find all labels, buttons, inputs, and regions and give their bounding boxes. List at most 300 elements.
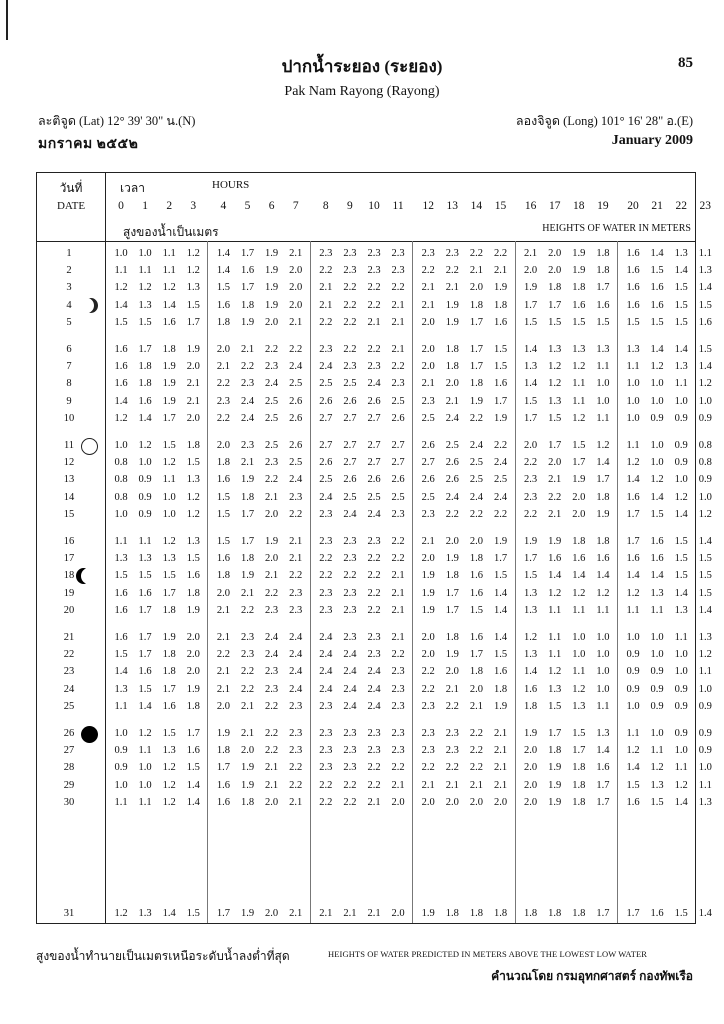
height-cell: 1.3 (698, 632, 712, 643)
height-cell: 2.3 (240, 440, 255, 451)
height-cell: 1.7 (572, 457, 586, 469)
height-cell: 2.7 (391, 440, 405, 451)
height-cell: 1.3 (674, 361, 688, 373)
height-cell: 2.1 (391, 604, 405, 616)
height-cell: 2.0 (240, 745, 255, 757)
height-cell: 2.4 (445, 491, 459, 503)
height-cell: 1.7 (138, 632, 152, 643)
height-cell: 2.5 (289, 378, 303, 390)
height-cell: 2.1 (289, 796, 303, 808)
height-cell: 1.4 (114, 395, 128, 407)
height-cell: 1.8 (216, 457, 230, 469)
height-cell: 1.4 (698, 282, 712, 294)
height-cell: 1.8 (138, 361, 152, 373)
height-cell: 1.2 (114, 908, 128, 919)
height-cell: 2.1 (421, 378, 435, 390)
height-cell: 2.2 (319, 779, 333, 791)
height-cell: 1.4 (674, 344, 688, 355)
height-cell: 1.8 (572, 779, 586, 791)
height-cell: 2.0 (445, 796, 459, 808)
height-cell: 2.5 (421, 412, 435, 424)
height-cell: 1.1 (572, 666, 586, 678)
height-cell: 1.4 (674, 265, 688, 277)
height-cell: 2.1 (265, 491, 279, 503)
table-row (37, 604, 712, 621)
height-cell: 2.1 (367, 908, 381, 919)
height-cell: 1.2 (186, 491, 200, 503)
height-cell: 1.6 (493, 378, 508, 390)
height-cell: 2.7 (391, 457, 405, 469)
height-cell: 2.7 (367, 440, 381, 451)
table-row (37, 779, 712, 796)
date-cell: 6 (66, 344, 72, 355)
height-cell: 1.7 (445, 587, 459, 599)
height-cell: 2.2 (524, 508, 538, 520)
month-english: January 2009 (611, 133, 693, 148)
height-cell: 2.6 (319, 457, 333, 469)
last-quarter-icon (81, 568, 96, 584)
height-cell: 1.4 (493, 587, 508, 599)
height-cell: 1.8 (138, 378, 152, 390)
height-cell: 2.6 (421, 474, 435, 486)
height-cell: 2.6 (319, 395, 333, 407)
height-cell: 2.0 (548, 457, 562, 469)
height-cell: 1.9 (421, 604, 435, 616)
date-cell: 27 (63, 745, 75, 757)
height-cell: 1.5 (650, 316, 664, 328)
height-cell: 2.0 (469, 536, 483, 547)
height-cell: 1.1 (138, 265, 152, 277)
height-cell: 1.4 (626, 474, 640, 486)
height-cell: 1.9 (421, 587, 435, 599)
height-cell: 1.8 (240, 796, 255, 808)
height-cell: 1.6 (626, 299, 640, 311)
height-cell: 1.1 (650, 604, 664, 616)
height-cell: 2.2 (367, 299, 381, 311)
height-cell: 1.0 (596, 649, 610, 661)
height-cell: 1.3 (524, 604, 538, 616)
height-cell: 2.1 (216, 666, 230, 678)
heights-header-thai: สูงของน้ำเป็นเมตร (123, 225, 219, 239)
height-cell: 2.2 (367, 604, 381, 616)
height-cell: 2.2 (367, 553, 381, 565)
height-cell: 1.9 (240, 316, 255, 328)
height-cell: 2.1 (367, 316, 381, 328)
height-cell: 1.3 (650, 779, 664, 791)
height-cell: 1.6 (626, 491, 640, 503)
height-cell: 1.3 (626, 344, 640, 355)
height-cell: 2.1 (240, 457, 255, 469)
height-cell: 2.3 (391, 745, 405, 757)
height-cell: 1.4 (548, 570, 562, 582)
height-cell: 1.8 (572, 282, 586, 294)
height-cell: 2.1 (421, 779, 435, 791)
height-cell: 1.6 (114, 378, 128, 390)
height-cell: 2.5 (289, 457, 303, 469)
table-header (37, 173, 712, 242)
height-cell: 2.0 (524, 796, 538, 808)
height-cell: 1.4 (138, 412, 152, 424)
height-cell: 2.0 (421, 796, 435, 808)
height-cell: 2.3 (265, 604, 279, 616)
height-cell: 1.4 (698, 908, 712, 919)
height-cell: 1.9 (186, 683, 200, 695)
date-cell: 8 (66, 378, 72, 390)
height-cell: 2.0 (289, 299, 303, 311)
height-cell: 2.3 (421, 508, 435, 520)
height-cell: 1.9 (186, 604, 200, 616)
height-cell: 1.6 (216, 796, 230, 808)
height-cell: 1.2 (548, 587, 562, 599)
height-cell: 2.7 (367, 412, 381, 424)
height-cell: 1.0 (674, 474, 688, 486)
hour-label: 20 (627, 200, 639, 212)
height-cell: 1.4 (524, 666, 538, 678)
height-cell: 2.1 (391, 570, 405, 582)
height-cell: 1.0 (138, 762, 152, 774)
height-cell: 1.8 (572, 796, 586, 808)
height-cell: 2.2 (216, 649, 230, 661)
height-cell: 2.0 (216, 700, 230, 712)
height-cell: 2.1 (493, 265, 508, 277)
height-cell: 2.4 (493, 457, 508, 469)
height-cell: 2.0 (524, 265, 538, 277)
height-cell: 2.1 (469, 779, 483, 791)
height-cell: 1.9 (469, 395, 483, 407)
height-cell: 2.4 (493, 491, 508, 503)
height-cell: 1.8 (445, 908, 459, 919)
height-cell: 2.7 (319, 412, 333, 424)
hours-header: HOURS (212, 179, 250, 191)
longitude-label: ลองจิจูด (Long) 101° 16' 28" อ.(E) (515, 114, 693, 128)
height-cell: 0.9 (626, 683, 640, 695)
height-cell: 1.3 (698, 796, 712, 808)
table-row (37, 377, 712, 394)
height-cell: 2.4 (343, 700, 357, 712)
height-cell: 1.1 (650, 745, 664, 757)
height-cell: 1.6 (216, 299, 230, 311)
height-cell: 1.2 (162, 457, 176, 469)
height-cell: 1.2 (572, 361, 586, 373)
height-cell: 1.7 (162, 412, 176, 424)
height-cell: 1.6 (114, 632, 128, 643)
height-cell: 1.4 (572, 570, 586, 582)
station-title-english: Pak Nam Rayong (Rayong) (284, 84, 440, 99)
height-cell: 2.3 (265, 457, 279, 469)
height-cell: 1.7 (548, 299, 562, 311)
height-cell: 2.4 (289, 632, 303, 643)
hour-block-divider (617, 241, 618, 923)
date-cell: 18 (63, 570, 75, 582)
height-cell: 1.5 (572, 728, 586, 739)
height-cell: 2.1 (289, 316, 303, 328)
height-cell: 1.9 (524, 728, 538, 739)
height-cell: 2.6 (445, 474, 459, 486)
date-cell: 13 (63, 474, 75, 486)
height-cell: 2.2 (367, 779, 381, 791)
height-cell: 1.3 (674, 604, 688, 616)
height-cell: 1.3 (524, 587, 538, 599)
table-row (37, 683, 712, 700)
height-cell: 1.6 (626, 265, 640, 277)
height-cell: 2.3 (343, 604, 357, 616)
date-cell: 14 (63, 491, 75, 503)
height-cell: 1.5 (114, 649, 128, 661)
height-cell: 0.9 (138, 474, 152, 486)
height-cell: 2.4 (367, 378, 381, 390)
height-cell: 1.0 (138, 779, 152, 791)
height-cell: 2.0 (265, 508, 279, 520)
table-row (37, 907, 712, 924)
height-cell: 2.2 (421, 265, 435, 277)
height-cell: 1.2 (626, 457, 640, 469)
height-cell: 2.6 (367, 395, 381, 407)
date-cell: 5 (66, 316, 72, 328)
hour-label: 12 (422, 200, 434, 212)
table-row (37, 665, 712, 682)
height-cell: 1.6 (469, 570, 483, 582)
height-cell: 1.7 (548, 440, 562, 451)
height-cell: 2.2 (421, 762, 435, 774)
height-cell: 2.0 (572, 508, 586, 520)
height-cell: 2.1 (216, 683, 230, 695)
height-cell: 1.4 (524, 344, 538, 355)
height-cell: 1.5 (186, 762, 200, 774)
height-cell: 1.6 (216, 779, 230, 791)
height-cell: 2.4 (319, 491, 333, 503)
height-cell: 2.3 (240, 649, 255, 661)
height-cell: 0.9 (698, 745, 712, 757)
height-cell: 2.1 (216, 632, 230, 643)
height-cell: 1.9 (162, 395, 176, 407)
height-cell: 1.7 (596, 474, 610, 486)
height-cell: 1.1 (162, 248, 176, 259)
height-cell: 1.3 (596, 344, 610, 355)
height-cell: 1.9 (186, 344, 200, 355)
height-cell: 2.7 (319, 440, 333, 451)
height-cell: 0.9 (626, 666, 640, 678)
height-cell: 1.7 (469, 649, 483, 661)
height-cell: 2.0 (572, 491, 586, 503)
month-thai: มกราคม ๒๕๕๒ (38, 137, 139, 152)
height-cell: 1.3 (114, 683, 128, 695)
height-cell: 1.2 (162, 796, 176, 808)
date-cell: 20 (63, 604, 75, 616)
height-cell: 1.2 (650, 361, 664, 373)
height-cell: 1.4 (186, 779, 200, 791)
height-cell: 1.5 (114, 570, 128, 582)
height-cell: 1.4 (216, 265, 230, 277)
date-header-english: DATE (56, 200, 86, 212)
height-cell: 1.5 (548, 412, 562, 424)
height-cell: 2.1 (421, 536, 435, 547)
height-cell: 2.4 (343, 508, 357, 520)
height-cell: 2.0 (445, 378, 459, 390)
height-cell: 1.8 (524, 908, 538, 919)
date-cell: 21 (63, 632, 75, 643)
date-cell: 28 (63, 762, 75, 774)
height-cell: 2.0 (421, 361, 435, 373)
table-row (37, 281, 712, 298)
height-cell: 1.8 (240, 553, 255, 565)
height-cell: 2.0 (548, 248, 562, 259)
height-cell: 1.3 (698, 265, 712, 277)
height-cell: 2.5 (343, 378, 357, 390)
height-cell: 0.9 (650, 700, 664, 712)
height-cell: 0.8 (114, 457, 128, 469)
height-cell: 1.5 (674, 908, 688, 919)
height-cell: 1.2 (186, 265, 200, 277)
height-cell: 0.9 (674, 728, 688, 739)
table-row (37, 761, 712, 778)
height-cell: 1.6 (469, 632, 483, 643)
hour-label: 2 (166, 200, 173, 212)
height-cell: 2.5 (265, 395, 279, 407)
height-cell: 2.3 (343, 361, 357, 373)
height-cell: 2.3 (367, 265, 381, 277)
height-cell: 2.5 (343, 491, 357, 503)
height-cell: 1.7 (493, 395, 508, 407)
height-cell: 2.1 (391, 344, 405, 355)
height-cell: 2.2 (216, 412, 230, 424)
height-cell: 2.3 (289, 728, 303, 739)
height-cell: 1.0 (162, 508, 176, 520)
height-cell: 0.8 (698, 457, 712, 469)
date-cell: 7 (66, 361, 72, 373)
date-cell: 24 (63, 683, 75, 695)
height-cell: 2.6 (289, 412, 303, 424)
height-cell: 1.6 (162, 700, 176, 712)
height-cell: 2.4 (289, 666, 303, 678)
height-cell: 1.1 (596, 604, 610, 616)
table-row (37, 631, 712, 648)
height-cell: 2.1 (469, 700, 483, 712)
height-cell: 2.4 (343, 649, 357, 661)
height-cell: 1.5 (524, 570, 538, 582)
height-cell: 2.1 (391, 632, 405, 643)
height-cell: 2.2 (343, 344, 357, 355)
height-cell: 1.9 (265, 536, 279, 547)
height-cell: 2.2 (265, 728, 279, 739)
height-cell: 2.2 (391, 762, 405, 774)
height-cell: 2.4 (367, 508, 381, 520)
height-cell: 2.2 (343, 796, 357, 808)
hour-label: 1 (142, 200, 148, 212)
height-cell: 1.6 (524, 683, 538, 695)
height-cell: 1.0 (650, 395, 664, 407)
date-cell: 29 (63, 779, 75, 791)
height-cell: 2.3 (391, 508, 405, 520)
height-cell: 1.7 (548, 728, 562, 739)
height-cell: 0.9 (650, 666, 664, 678)
height-cell: 1.1 (674, 762, 688, 774)
height-cell: 1.5 (186, 299, 200, 311)
height-cell: 2.2 (391, 361, 405, 373)
height-cell: 1.3 (524, 649, 538, 661)
table-row (37, 264, 712, 281)
height-cell: 2.1 (391, 779, 405, 791)
height-cell: 2.2 (319, 265, 333, 277)
height-cell: 1.2 (138, 282, 152, 294)
height-cell: 1.5 (698, 570, 712, 582)
height-cell: 1.0 (572, 649, 586, 661)
height-cell: 1.0 (596, 666, 610, 678)
table-row (37, 299, 712, 316)
height-cell: 1.6 (626, 553, 640, 565)
height-cell: 2.2 (367, 587, 381, 599)
height-cell: 1.5 (493, 649, 508, 661)
height-cell: 2.4 (445, 412, 459, 424)
height-cell: 2.0 (421, 649, 435, 661)
height-cell: 1.4 (674, 508, 688, 520)
height-cell: 2.2 (240, 683, 255, 695)
height-cell: 0.8 (698, 440, 712, 451)
height-cell: 2.3 (343, 553, 357, 565)
date-cell: 11 (63, 440, 75, 451)
height-cell: 2.5 (367, 491, 381, 503)
height-cell: 2.5 (469, 474, 483, 486)
height-cell: 2.2 (289, 344, 303, 355)
height-cell: 1.8 (524, 700, 538, 712)
height-cell: 2.3 (319, 536, 333, 547)
table-row (37, 796, 712, 813)
height-cell: 1.3 (138, 553, 152, 565)
height-cell: 1.7 (572, 745, 586, 757)
height-cell: 2.4 (289, 361, 303, 373)
height-cell: 1.0 (650, 378, 664, 390)
hour-label: 19 (597, 200, 609, 212)
height-cell: 1.7 (240, 508, 255, 520)
height-cell: 2.2 (391, 553, 405, 565)
height-cell: 1.6 (138, 666, 152, 678)
height-cell: 1.9 (240, 762, 255, 774)
height-cell: 1.2 (650, 762, 664, 774)
height-cell: 1.8 (596, 265, 610, 277)
height-cell: 2.3 (343, 536, 357, 547)
height-cell: 1.4 (698, 604, 712, 616)
height-cell: 2.7 (343, 440, 357, 451)
height-cell: 2.3 (343, 762, 357, 774)
height-cell: 2.1 (469, 265, 483, 277)
height-cell: 1.0 (698, 491, 712, 503)
height-cell: 1.1 (114, 700, 128, 712)
height-cell: 1.3 (548, 395, 562, 407)
height-cell: 2.0 (524, 779, 538, 791)
height-cell: 2.2 (343, 570, 357, 582)
height-cell: 1.9 (445, 649, 459, 661)
height-cell: 1.8 (548, 745, 562, 757)
height-cell: 1.5 (596, 316, 610, 328)
height-cell: 2.3 (391, 265, 405, 277)
height-cell: 2.3 (319, 508, 333, 520)
height-cell: 2.3 (524, 491, 538, 503)
height-cell: 1.6 (572, 299, 586, 311)
height-cell: 1.3 (162, 745, 176, 757)
height-cell: 1.7 (626, 908, 640, 919)
new-moon-icon (81, 726, 98, 743)
height-cell: 2.1 (391, 299, 405, 311)
height-cell: 1.1 (548, 649, 562, 661)
height-cell: 1.8 (162, 604, 176, 616)
height-cell: 1.2 (548, 378, 562, 390)
height-cell: 2.2 (421, 683, 435, 695)
height-cell: 1.8 (445, 570, 459, 582)
height-cell: 2.1 (343, 908, 357, 919)
height-cell: 2.2 (240, 604, 255, 616)
height-cell: 1.6 (650, 299, 664, 311)
height-cell: 1.3 (186, 536, 200, 547)
height-cell: 1.3 (674, 248, 688, 259)
